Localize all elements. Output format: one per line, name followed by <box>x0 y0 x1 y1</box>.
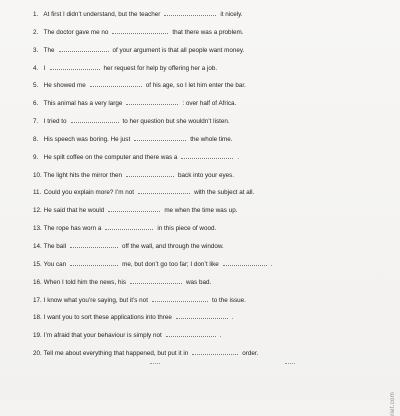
sentence-text: to her question but she wouldn’t listen. <box>122 118 230 126</box>
sentence-text: in this piece of wood. <box>157 225 217 233</box>
sentence-text: : over half of Africa. <box>182 100 237 108</box>
sentence-text: He spilt coffee on the computer and there was a <box>43 153 178 161</box>
item-number: 20. <box>33 350 42 358</box>
site-watermark: riet.com <box>390 392 396 416</box>
item-number: 9. <box>33 153 39 161</box>
item-number: 11. <box>33 189 42 197</box>
list-item <box>33 6 388 24</box>
list-item <box>33 131 388 149</box>
list-item <box>33 184 388 202</box>
item-number: 12. <box>33 207 42 215</box>
item-number: 2. <box>33 28 39 36</box>
sentence-text: Tell me about everything that happened, but put it in <box>43 350 189 358</box>
sentence-text: the whole time. <box>190 135 233 143</box>
page-margin-mark <box>285 363 295 364</box>
answer-blank[interactable] <box>152 296 208 302</box>
item-number: 6. <box>33 100 39 108</box>
list-item <box>33 149 388 167</box>
sentence-text: back into your eyes. <box>178 171 235 179</box>
sentence-text: . <box>231 314 234 322</box>
answer-blank[interactable] <box>59 46 109 52</box>
exercise-list <box>33 6 388 363</box>
sentence-text: me when the time was up. <box>164 207 238 215</box>
answer-blank[interactable] <box>126 99 178 105</box>
item-number: 4. <box>33 64 39 72</box>
sentence-text: This animal has a very large <box>43 100 123 108</box>
item-number: 3. <box>33 46 39 54</box>
item-number: 19. <box>33 332 42 340</box>
list-item <box>33 113 388 131</box>
answer-blank[interactable] <box>105 224 153 230</box>
page-margin-mark <box>150 363 160 364</box>
answer-blank[interactable] <box>70 260 118 266</box>
list-item <box>33 274 388 292</box>
list-item <box>33 238 388 256</box>
sentence-text: with the subject at all. <box>194 189 255 197</box>
list-item <box>33 24 388 42</box>
list-item <box>33 95 388 113</box>
list-item <box>33 60 388 78</box>
sentence-text: her request for help by offering her a job. <box>103 64 218 72</box>
sentence-text: The rope has worn a <box>43 225 102 233</box>
answer-blank[interactable] <box>71 117 119 123</box>
item-number: 1. <box>33 11 39 18</box>
answer-blank[interactable] <box>130 278 182 284</box>
answer-blank[interactable] <box>192 349 238 355</box>
list-item <box>33 309 388 327</box>
sentence-text: I’m afraid that your behaviour is simply not <box>43 332 162 340</box>
answer-blank[interactable] <box>134 135 186 141</box>
sentence-text: to the issue. <box>211 296 246 304</box>
sentence-text: that there was a problem. <box>172 28 244 36</box>
list-item <box>33 256 388 274</box>
item-number: 5. <box>33 82 39 90</box>
sentence-text: I know what you’re saying, but it’s not <box>43 296 148 304</box>
sentence-text: I want you to sort these applications into three <box>43 314 172 322</box>
sentence-text: The doctor gave me no <box>43 28 109 36</box>
answer-blank[interactable] <box>223 260 267 266</box>
answer-blank[interactable] <box>108 206 160 212</box>
sentence-text: me, but don’t go too far; I don’t like <box>122 260 219 268</box>
sentence-text: The light hits the mirror then <box>43 171 123 179</box>
item-number: 7. <box>33 118 39 126</box>
list-item <box>33 345 388 363</box>
item-number: 14. <box>33 242 42 250</box>
sentence-text: Could you explain more? I’m not <box>43 189 135 197</box>
sentence-text: I <box>43 64 46 72</box>
item-number: 15. <box>33 260 42 268</box>
sentence-text: of his age, so I let him enter the bar. <box>145 82 246 90</box>
sentence-text: order. <box>242 350 259 358</box>
answer-blank[interactable] <box>112 28 168 34</box>
list-item <box>33 167 388 185</box>
sentence-text: of your argument is that all people want money. <box>112 46 245 54</box>
list-item <box>33 202 388 220</box>
sentence-text: off the wall, and through the window. <box>122 242 224 250</box>
answer-blank[interactable] <box>176 313 228 319</box>
answer-blank[interactable] <box>166 331 216 337</box>
item-number: 16. <box>33 278 42 286</box>
list-item <box>33 220 388 238</box>
list-item <box>33 77 388 95</box>
sentence-text: I tried to <box>43 118 67 126</box>
item-number: 10. <box>33 171 42 179</box>
answer-blank[interactable] <box>164 10 216 16</box>
list-item <box>33 327 388 345</box>
answer-blank[interactable] <box>90 81 142 87</box>
sentence-text: . <box>219 332 222 340</box>
answer-blank[interactable] <box>70 242 118 248</box>
item-number: 13. <box>33 225 42 233</box>
sentence-text: He said that he would <box>43 207 105 215</box>
item-number: 17. <box>33 296 42 304</box>
sentence-text: At first I didn’t understand, but the teacher <box>43 11 161 18</box>
list-item <box>33 42 388 60</box>
sentence-text: He showed me <box>43 82 86 90</box>
sentence-text: The ball <box>43 242 67 250</box>
sentence-text: His speech was boring. He just <box>43 135 131 143</box>
sentence-text: was bad. <box>186 278 212 286</box>
item-number: 8. <box>33 135 39 143</box>
sentence-text: When I told him the news, his <box>43 278 126 286</box>
sentence-text: it nicely. <box>220 11 243 18</box>
sentence-text: You can <box>43 260 67 268</box>
sentence-text: . <box>270 260 273 268</box>
sentence-text: . <box>237 153 240 161</box>
item-number: 18. <box>33 314 42 322</box>
list-item <box>33 292 388 310</box>
answer-blank[interactable] <box>138 188 190 194</box>
answer-blank[interactable] <box>126 171 174 177</box>
answer-blank[interactable] <box>181 153 233 159</box>
answer-blank[interactable] <box>50 64 100 70</box>
sentence-text: The <box>43 46 55 54</box>
